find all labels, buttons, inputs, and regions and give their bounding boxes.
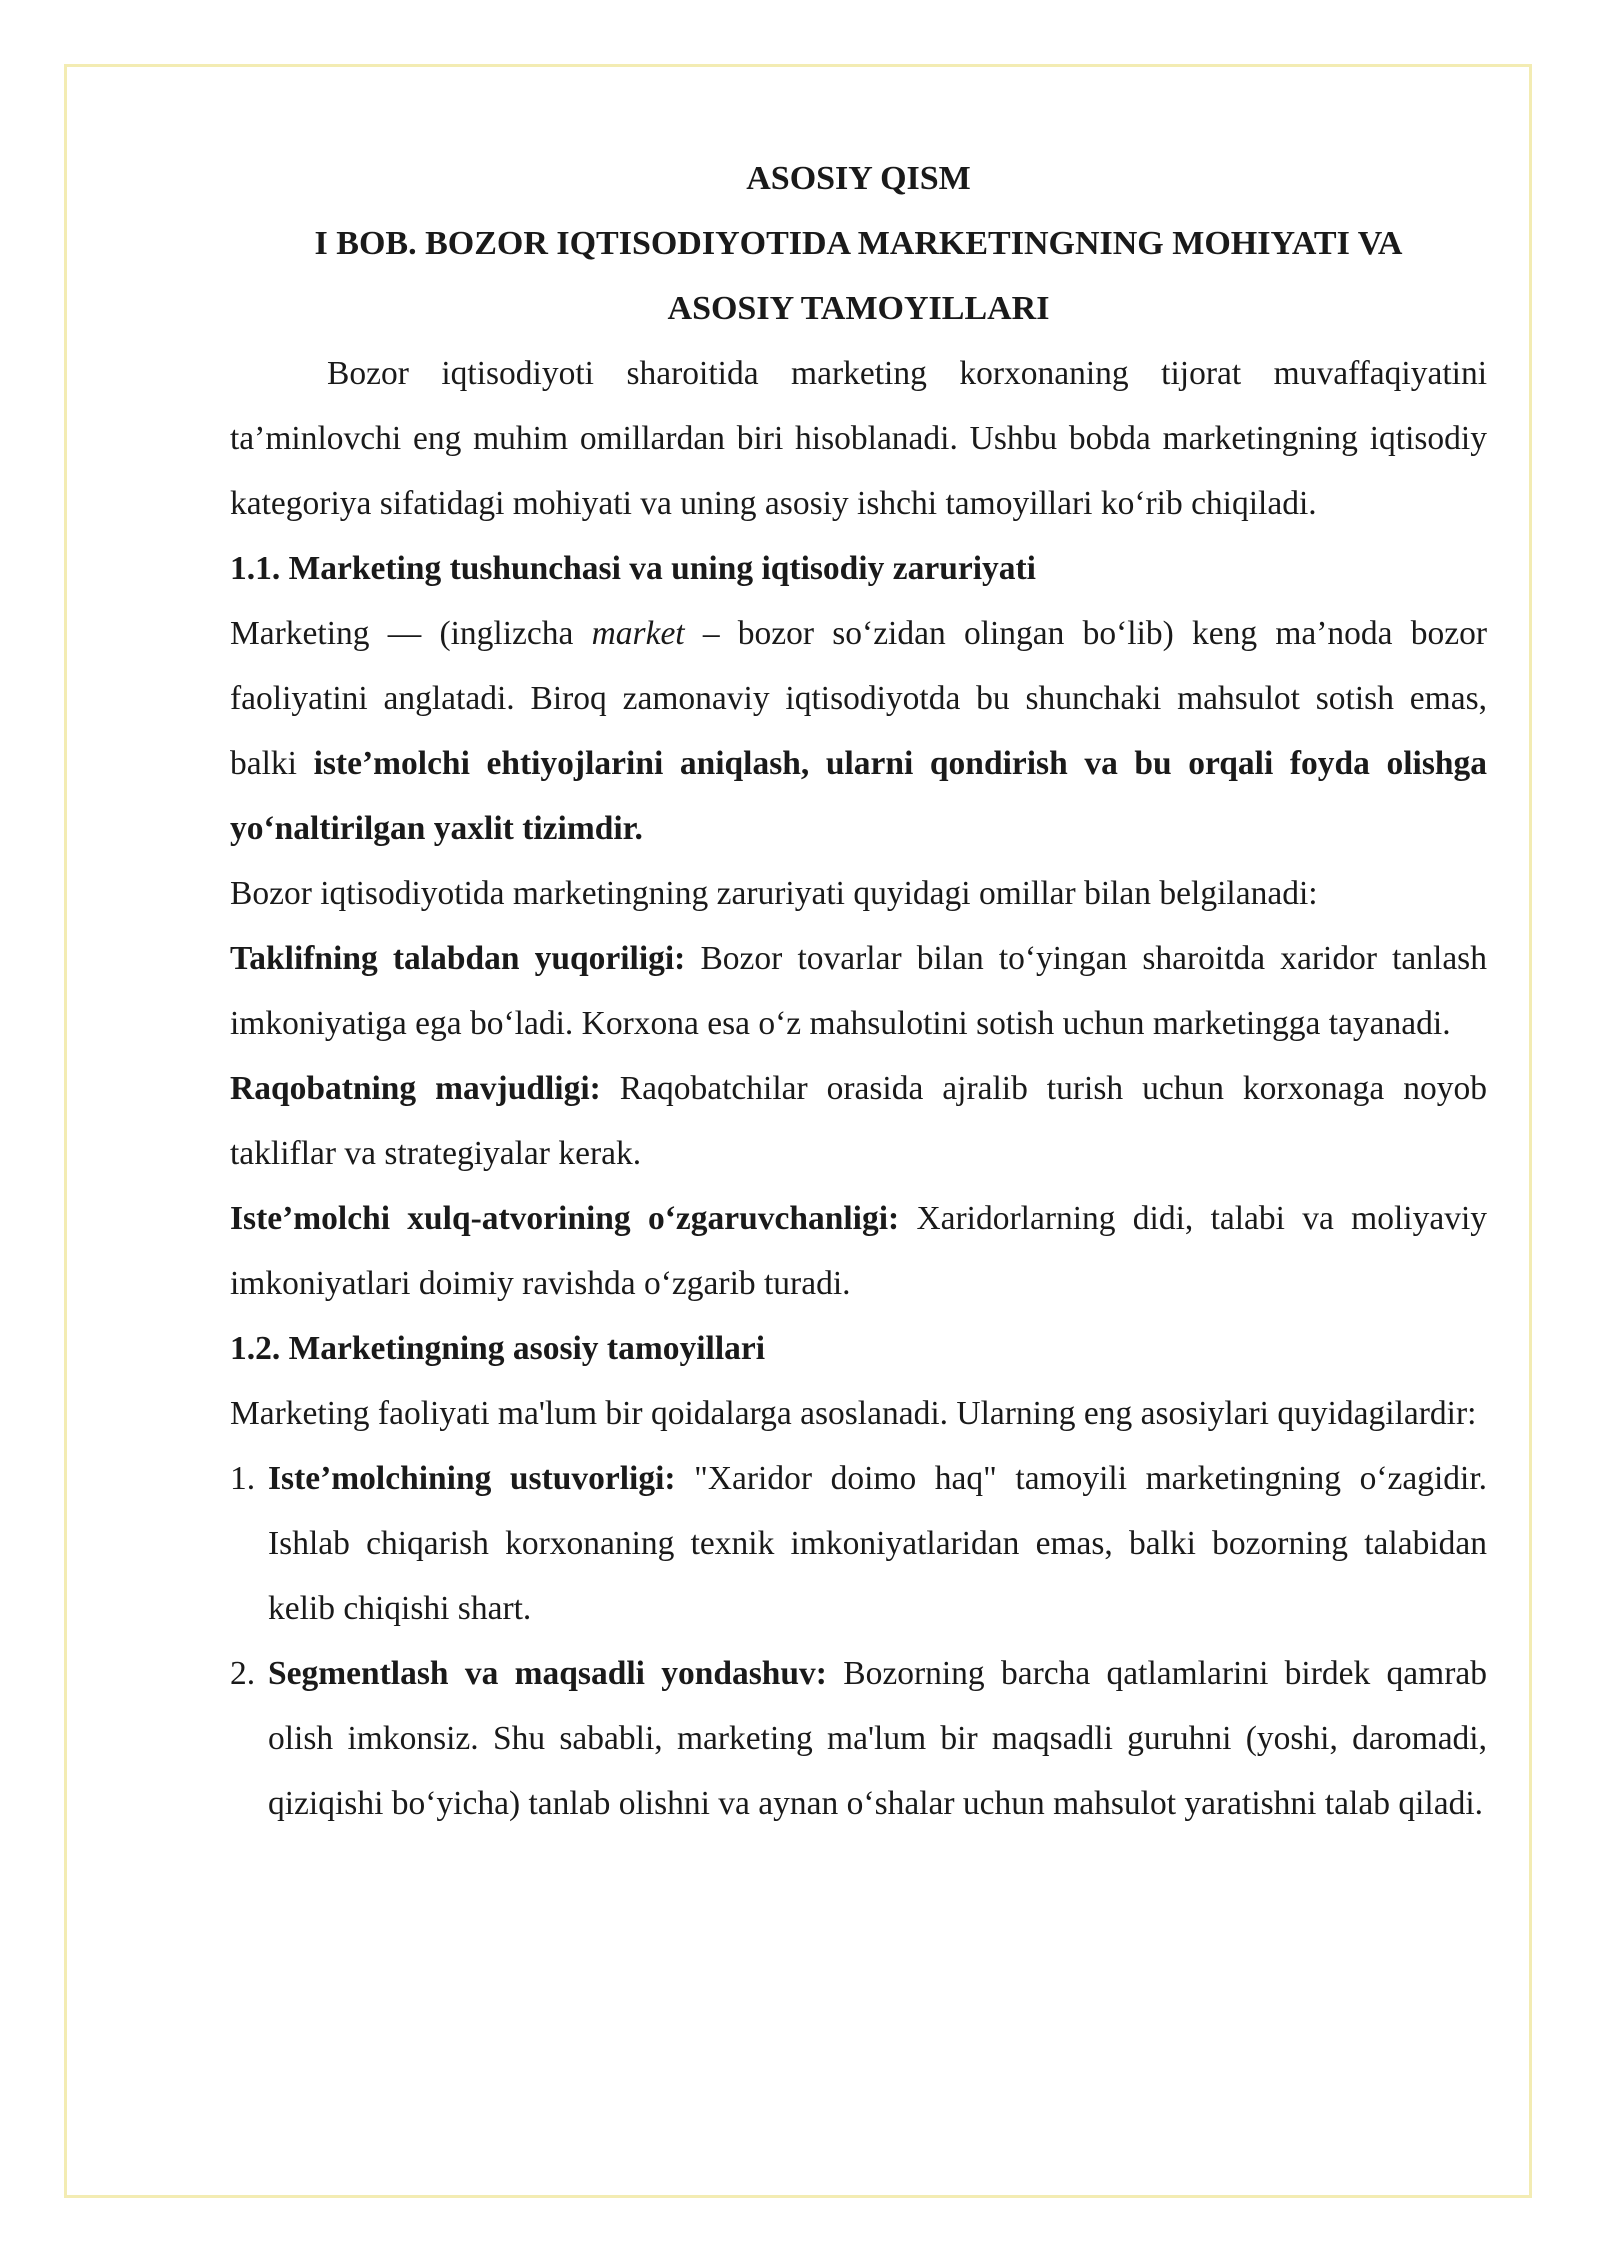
factor-text: Raqobatchilar orasida ajralib turish uchun korxonaga noyob takliflar va strategiyalar kerak.: [230, 1070, 1487, 1172]
definition-part2: – bozor so‘zidan olingan bo‘lib) keng ma’noda bozor faoliyatini anglatadi. Biroq zamonaviy iqtisodiyotda bu shunchaki mahsulot sotish emas, balki: [230, 615, 1487, 782]
definition-bold: iste’molchi ehtiyojlarini aniqlash, ularni qondirish va bu orqali foyda olishga yo‘naltirilgan yaxlit tizimdir.: [230, 745, 1488, 847]
section-2-title: 1.2. Marketingning asosiy tamoyillari: [230, 1330, 766, 1367]
principle-text: Bozorning barcha qatlamlarini birdek qamrab olish imkonsiz. Shu sababli, marketing ma'lum bir maqsadli guruhni (yoshi, daromadi, qiziqishi bo‘yicha) tanlab olishni va aynan o‘shalar uchun mahsulot yaratishni talab qiladi.: [268, 1655, 1487, 1822]
part-heading: ASOSIY QISM: [746, 160, 971, 197]
principle-lead: Iste’molchining ustuvorligi:: [268, 1460, 676, 1497]
factor-item: [230, 926, 1487, 1056]
principle-number: 2.: [230, 1655, 256, 1692]
principle-item: [230, 1641, 1487, 1836]
factor-lead: Raqobatning mavjudligi:: [230, 1070, 601, 1107]
document-body: [230, 146, 1487, 1836]
chapter-heading-line2: ASOSIY TAMOYILLARI: [667, 290, 1050, 327]
factor-lead: Taklifning talabdan yuqoriligi:: [230, 940, 686, 977]
principles-intro: Marketing faoliyati ma'lum bir qoidalarga asoslanadi. Ularning eng asosiylari quyidagilardir:: [230, 1395, 1477, 1432]
factors-intro: Bozor iqtisodiyotida marketingning zaruriyati quyidagi omillar bilan belgilanadi:: [230, 875, 1318, 912]
definition-part1: Marketing — (inglizcha: [230, 615, 592, 652]
definition-paragraph: [230, 601, 1487, 861]
factor-item: [230, 1186, 1487, 1316]
principle-text: "Xaridor doimo haq" tamoyili marketingning o‘zagidir. Ishlab chiqarish korxonaning texnik imkoniyatlaridan emas, balki bozorning talabidan kelib chiqishi shart.: [268, 1460, 1488, 1627]
principle-number: 1.: [230, 1460, 256, 1497]
factor-item: [230, 1056, 1487, 1186]
intro-paragraph: Bozor iqtisodiyoti sharoitida marketing korxonaning tijorat muvaffaqiyatini ta’minlovchi eng muhim omillardan biri hisoblanadi. Ushbu bobda marketingning iqtisodiy kategoriya sifatidagi mohiyati va uning asosiy ishchi tamoyillari ko‘rib chiqiladi.: [230, 355, 1487, 522]
factor-text: Xaridorlarning didi, talabi va moliyaviy imkoniyatlari doimiy ravishda o‘zgarib turadi.: [230, 1200, 1487, 1302]
principles-list: [230, 1446, 1487, 1836]
principle-lead: Segmentlash va maqsadli yondashuv:: [268, 1655, 827, 1692]
factor-text: Bozor tovarlar bilan to‘yingan sharoitda xaridor tanlash imkoniyatiga ega bo‘ladi. Korxona esa o‘z mahsulotini sotish uchun marketingga tayanadi.: [230, 940, 1487, 1042]
factor-lead: Iste’molchi xulq-atvorining o‘zgaruvchanligi:: [230, 1200, 900, 1237]
definition-term: market: [591, 615, 685, 652]
section-1-title: 1.1. Marketing tushunchasi va uning iqtisodiy zaruriyati: [230, 550, 1036, 587]
chapter-heading-line1: I BOB. BOZOR IQTISODIYOTIDA MARKETINGNING MOHIYATI VA: [314, 225, 1403, 262]
principle-item: [230, 1446, 1487, 1641]
